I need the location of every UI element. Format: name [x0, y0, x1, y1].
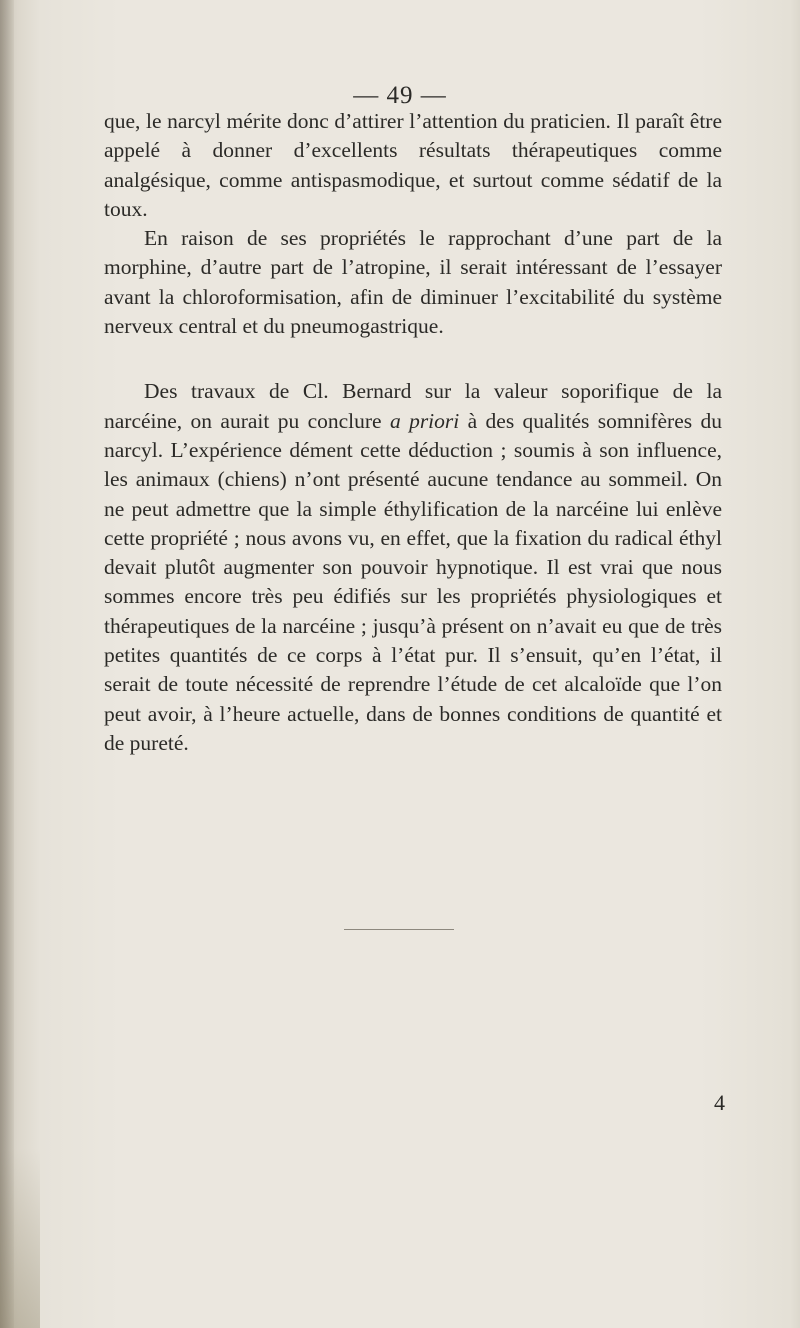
italic-phrase: a priori — [389, 408, 460, 433]
paragraph-3-text-end: à des qualités somnifères du narcyl. L’expérience dément cette déduction ; soumis à son influence, les animaux (chiens) n’ont présenté aucune tendance au sommeil. On ne peut admettre que la simple éthylification de la narcéine lui enlève cette propriété ; nous avons vu, en effet, que la fixation du radical éthyl devait plutôt augmenter son pouvoir hypnotique. Il est vrai que nous sommes encore très peu édifiés sur les propriétés physiologiques et thérapeutiques de la narcéine ; jusqu’à présent on n’avait eu que de très petites quantités de ce corps à l’état pur. Il s’ensuit, qu’en l’état, il serait de toute nécessité de reprendre l’étude de cet alcaloïde que l’on peut avoir, à l’heure actuelle, dans de bonnes conditions de quantité et de pureté. — [104, 408, 722, 755]
paragraph-2: En raison de ses propriétés le rapprochant d’une part de la morphine, d’autre part de l’atropine, il serait intéressant de l’essayer avant la chloroformisation, afin de diminuer l’excitabilité du système nerveux central et du pneumogastrique. — [104, 226, 722, 339]
paragraph-3-text-start: Des travaux de Cl. Bernard sur la valeur soporifique de la narcéine, on aurait pu conclure — [104, 379, 722, 433]
paragraph-3 — [104, 377, 722, 758]
page-stain — [0, 1148, 40, 1328]
binding-shadow — [0, 0, 14, 1328]
closing-rule — [344, 929, 454, 930]
paragraph-1: que, le narcyl mérite donc d’attirer l’attention du praticien. Il paraît être appelé à donner d’excellents résultats thérapeutiques comme analgésique, comme antispasmodique, et surtout comme sédatif de la toux. — [104, 109, 722, 221]
signature-mark: 4 — [714, 1090, 725, 1115]
body-text — [104, 107, 722, 758]
page-number: — 49 — — [353, 82, 447, 109]
